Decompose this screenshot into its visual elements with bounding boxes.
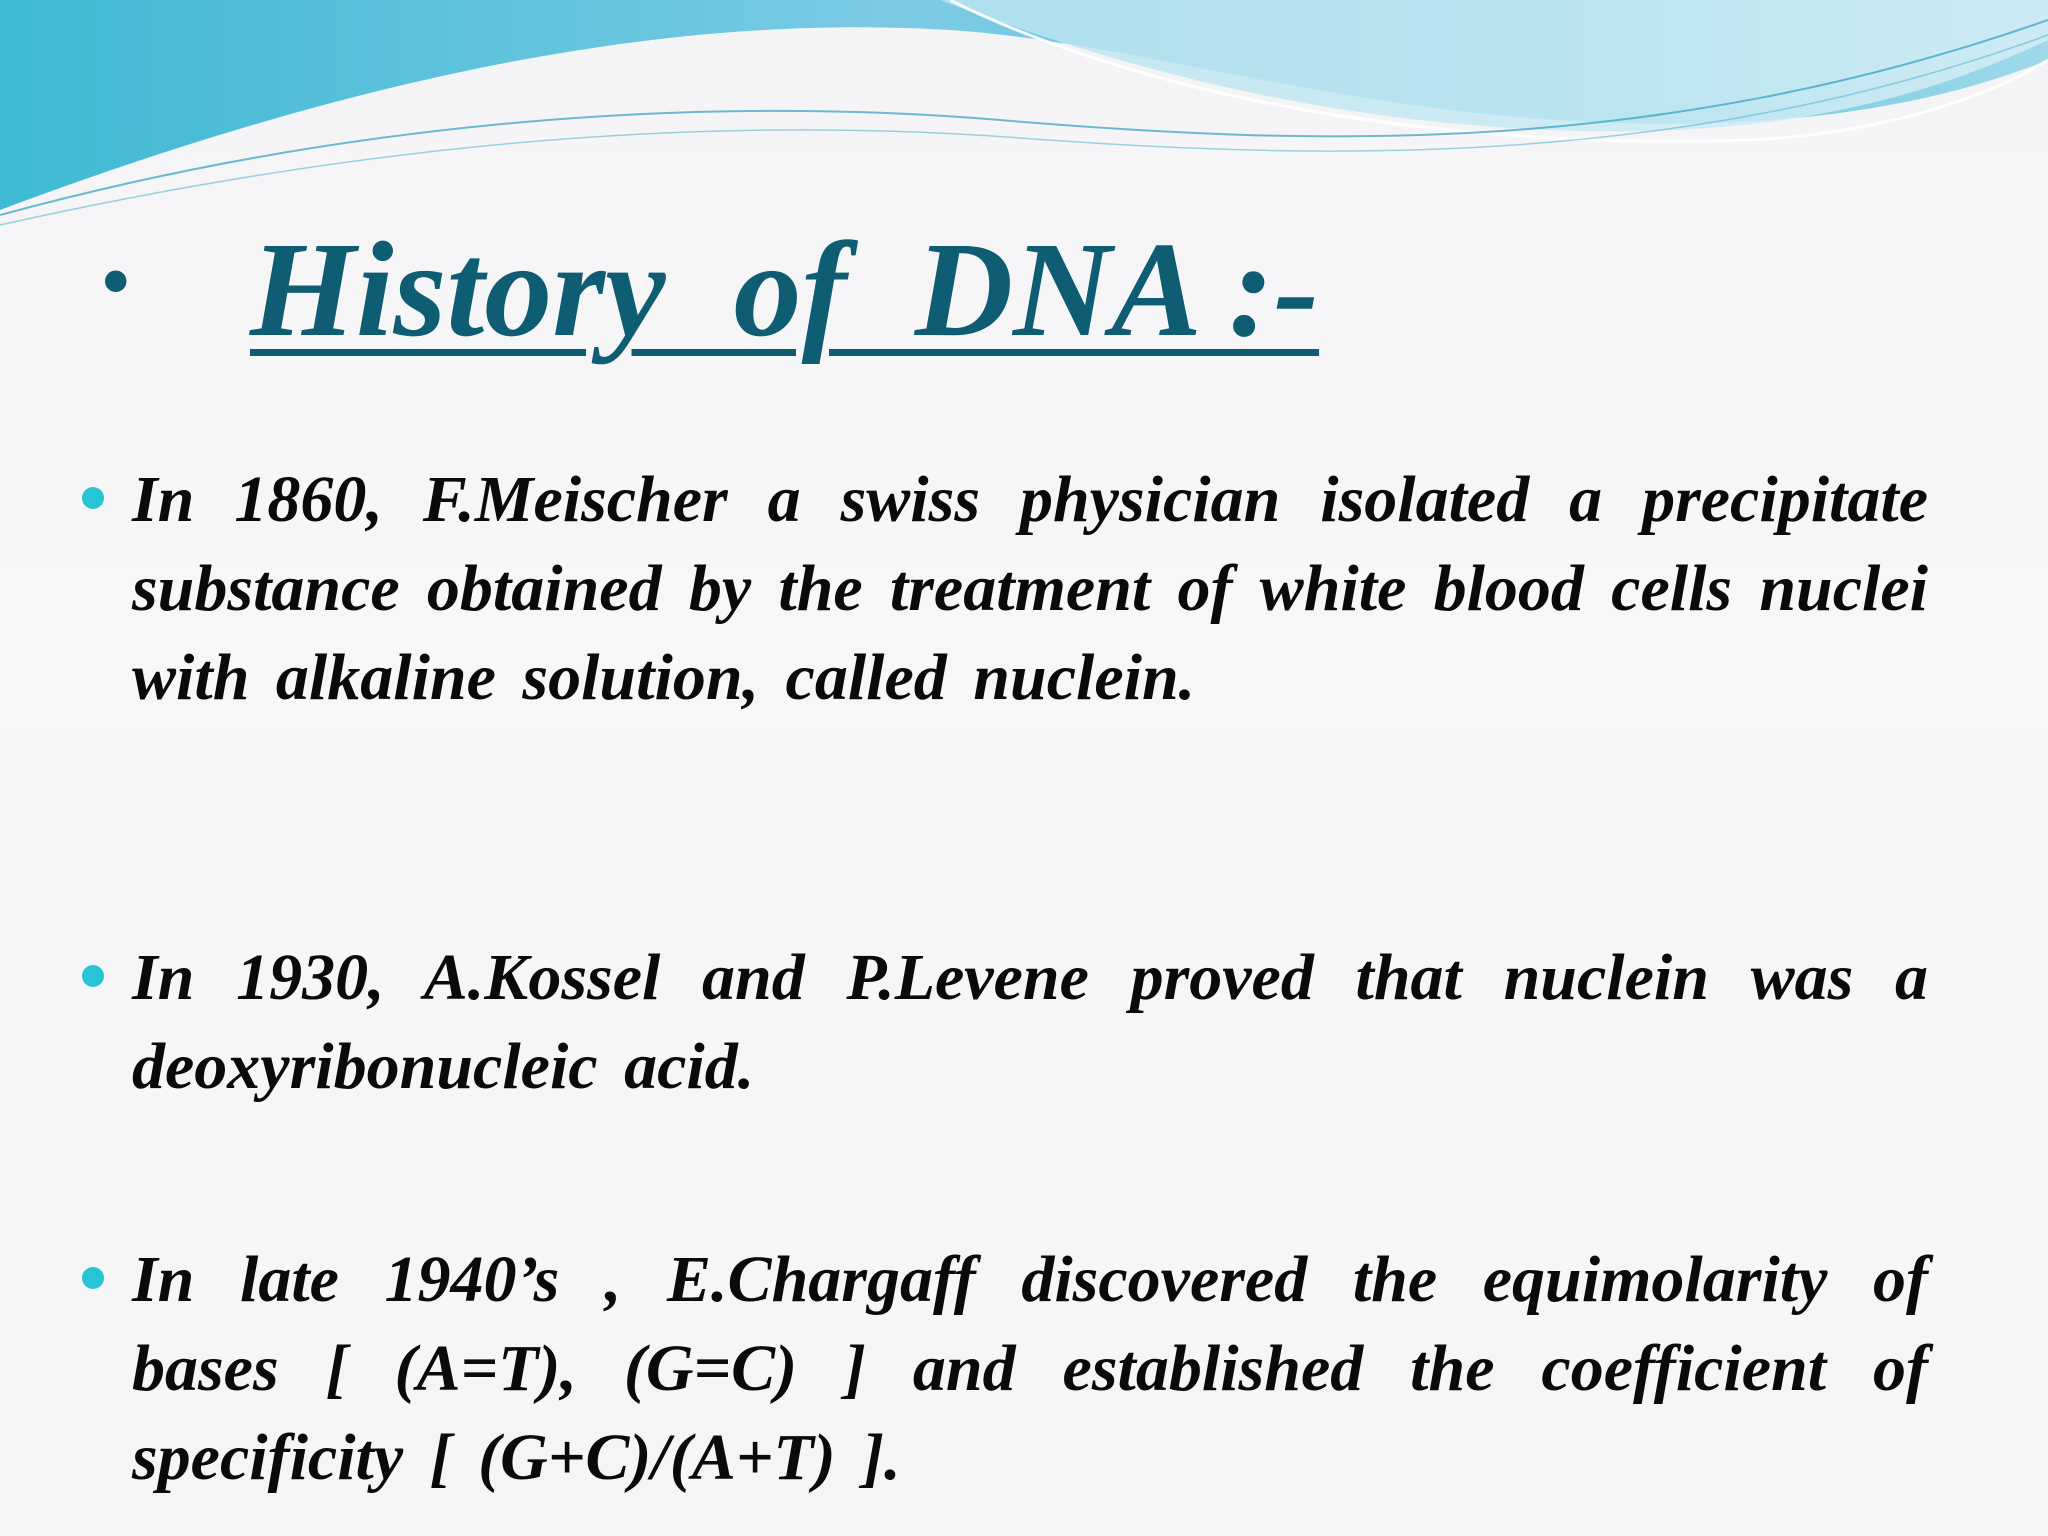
bullet-dot-icon [82, 1267, 104, 1289]
bullet-text: In 1860, F.Meischer a swiss physician isolated a precipitate substance obtained by the treatment of white blood cells nuclei with alkaline solution, called nuclein. [132, 463, 1928, 714]
bullet-item [70, 933, 1928, 1111]
bullet-dot-icon [82, 487, 104, 509]
bullet-text: In late 1940’s , E.Chargaff discovered the equimolarity of bases [ (A=T), (G=C) ] and established the coefficient of specificity [ (G+C)/(A+T) ]. [132, 1243, 1928, 1494]
slide-title: History of DNA :- [250, 215, 1320, 365]
bullet-item [70, 1235, 1928, 1502]
title-row [100, 210, 1319, 370]
title-bullet: • [100, 232, 132, 331]
bullet-text: In 1930, A.Kossel and P.Levene proved that nuclein was a deoxyribonucleic acid. [132, 941, 1928, 1103]
bullet-dot-icon [82, 965, 104, 987]
bullet-item [70, 455, 1928, 722]
